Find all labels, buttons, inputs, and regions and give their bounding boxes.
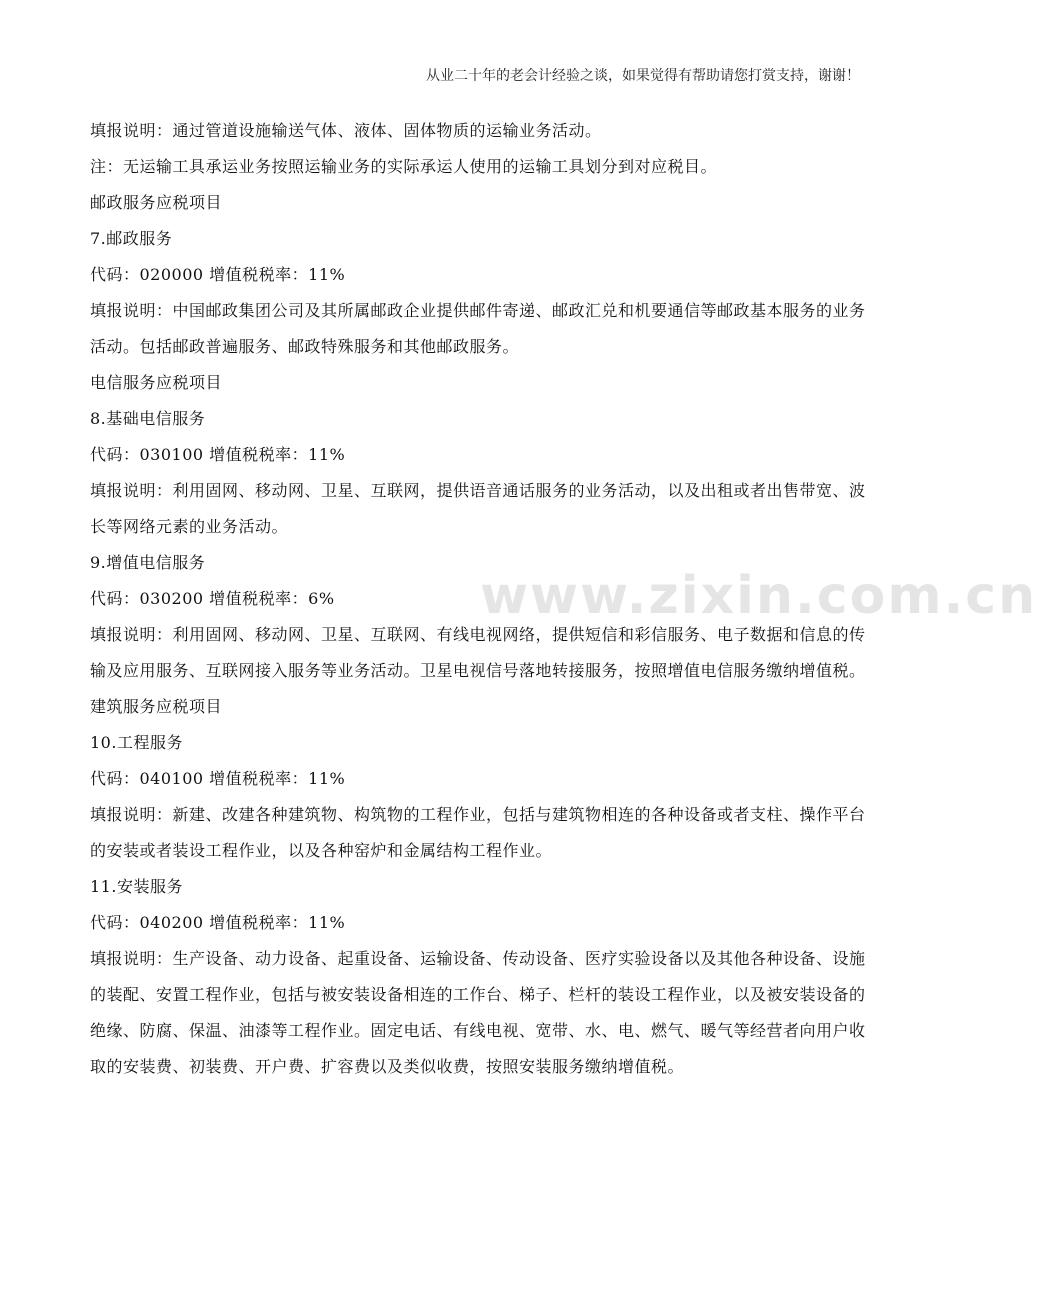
item-title-installation-service: 11.安装服务 xyxy=(90,877,183,896)
item-title-engineering-service: 10.工程服务 xyxy=(90,733,183,752)
section-heading-postal: 邮政服务应税项目 xyxy=(90,193,223,212)
paragraph-value-added-telecom-description: 填报说明：利用固网、移动网、卫星、互联网、有线电视网络，提供短信和彩信服务、电子数据和信息的传输及应用服务、互联网接入服务等业务活动。卫星电视信号落地转接服务，按照增值电信服务缴纳增值税。 xyxy=(90,625,866,680)
paragraph-postal-description: 填报说明：中国邮政集团公司及其所属邮政企业提供邮件寄递、邮政汇兑和机要通信等邮政基本服务的业务活动。包括邮政普遍服务、邮政特殊服务和其他邮政服务。 xyxy=(90,301,866,356)
paragraph-basic-telecom-description: 填报说明：利用固网、移动网、卫星、互联网，提供语音通话服务的业务活动，以及出租或者出售带宽、波长等网络元素的业务活动。 xyxy=(90,481,866,536)
paragraph-engineering-description: 填报说明：新建、改建各种建筑物、构筑物的工程作业，包括与建筑物相连的各种设备或者支柱、操作平台的安装或者装设工程作业，以及各种窑炉和金属结构工程作业。 xyxy=(90,805,866,860)
header-note: 从业二十年的老会计经验之谈，如果觉得有帮助请您打赏支持，谢谢！ xyxy=(426,68,860,84)
item-code-engineering-service: 代码：040100 增值税税率：11% xyxy=(90,769,346,788)
document-body xyxy=(90,113,866,1085)
item-code-basic-telecom: 代码：030100 增值税税率：11% xyxy=(90,445,346,464)
paragraph-pipeline-description: 填报说明：通过管道设施输送气体、液体、固体物质的运输业务活动。 xyxy=(90,121,602,140)
paragraph-note: 注：无运输工具承运业务按照运输业务的实际承运人使用的运输工具划分到对应税目。 xyxy=(90,157,718,176)
watermark-text: www.zixin.com.cn xyxy=(480,566,1037,626)
item-title-postal-service: 7.邮政服务 xyxy=(90,229,173,248)
item-code-installation-service: 代码：040200 增值税税率：11% xyxy=(90,913,346,932)
section-heading-telecom: 电信服务应税项目 xyxy=(90,373,223,392)
item-code-value-added-telecom: 代码：030200 增值税税率：6% xyxy=(90,589,335,608)
section-heading-construction: 建筑服务应税项目 xyxy=(90,697,223,716)
item-title-basic-telecom: 8.基础电信服务 xyxy=(90,409,206,428)
paragraph-installation-description: 填报说明：生产设备、动力设备、起重设备、运输设备、传动设备、医疗实验设备以及其他各种设备、设施的装配、安置工程作业，包括与被安装设备相连的工作台、梯子、栏杆的装设工程作业，以及被安装设备的绝缘、防腐、保温、油漆等工程作业。固定电话、有线电视、宽带、水、电、燃气、暖气等经营者向用户收取的安装费、初装费、开户费、扩容费以及类似收费，按照安装服务缴纳增值税。 xyxy=(90,949,866,1076)
item-title-value-added-telecom: 9.增值电信服务 xyxy=(90,553,206,572)
item-code-postal-service: 代码：020000 增值税税率：11% xyxy=(90,265,346,284)
